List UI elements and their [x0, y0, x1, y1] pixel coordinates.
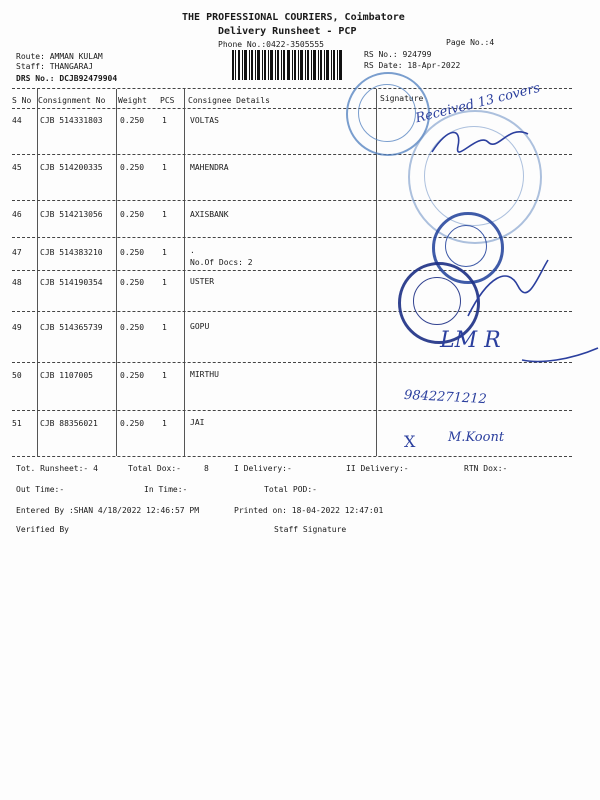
row-weight: 0.250	[120, 116, 145, 125]
col-divider-sno	[37, 89, 38, 456]
table-top-rule	[12, 88, 572, 89]
row-pcs: 1	[162, 371, 167, 380]
row-consignee: JAI	[190, 418, 205, 427]
total-dox-value: 8	[204, 464, 209, 473]
row-consignment: CJB 88356021	[40, 419, 98, 428]
row-sno: 47	[12, 248, 22, 257]
row-weight: 0.250	[120, 419, 145, 428]
col-divider-cons	[116, 89, 117, 456]
row-consignment: CJB 1107005	[40, 371, 93, 380]
col-consignee: Consignee Details	[188, 96, 270, 105]
col-signature: Signature	[380, 94, 424, 103]
row-weight: 0.250	[120, 323, 145, 332]
row-consignment: CJB 514383210	[40, 248, 103, 257]
row-consignee: MIRTHU	[190, 370, 219, 379]
col-divider-pcs	[184, 89, 185, 456]
row-sno: 48	[12, 278, 22, 287]
signature-underline	[520, 340, 600, 366]
total-dox-label: Total Dox:-	[128, 464, 181, 473]
barcode	[232, 50, 344, 80]
row-weight: 0.250	[120, 248, 145, 257]
row-pcs: 1	[162, 278, 167, 287]
stamp-inner-ring	[358, 84, 416, 142]
row-weight: 0.250	[120, 278, 145, 287]
col-sno: S No	[12, 96, 32, 105]
printed-on: Printed on: 18-04-2022 12:47:01	[234, 506, 384, 515]
document-title: Delivery Runsheet - PCP	[218, 26, 357, 37]
row-sno: 51	[12, 419, 22, 428]
row-weight: 0.250	[120, 163, 145, 172]
row-sno: 44	[12, 116, 22, 125]
col-pcs: PCS	[160, 96, 175, 105]
barcode-graphic	[232, 50, 344, 80]
row-rule	[12, 410, 572, 411]
row-consignment: CJB 514190354	[40, 278, 103, 287]
row-consignee: USTER	[190, 277, 215, 286]
row-consignment: CJB 514365739	[40, 323, 103, 332]
staff-signature: Staff Signature	[274, 525, 347, 534]
i-delivery: I Delivery:-	[234, 464, 292, 473]
mark-x: X	[404, 432, 416, 451]
row-pcs: 1	[162, 419, 167, 428]
row-consignment: CJB 514213056	[40, 210, 103, 219]
row-pcs: 1	[162, 163, 167, 172]
signature-lmr: LM R	[440, 328, 501, 353]
in-time: In Time:-	[144, 485, 188, 494]
row-pcs: 1	[162, 248, 167, 257]
row-consignee: MAHENDRA	[190, 163, 229, 172]
uster-signature-scribble	[458, 256, 558, 326]
row-sno: 45	[12, 163, 22, 172]
company-name: THE PROFESSIONAL COURIERS, Coimbatore	[182, 12, 405, 23]
table-bottom-rule	[12, 456, 572, 457]
col-weight: Weight	[118, 96, 147, 105]
stamp-inner-ring	[413, 277, 461, 325]
row-pcs: 1	[162, 116, 167, 125]
out-time: Out Time:-	[16, 485, 65, 494]
staff: Staff: THANGARAJ	[16, 62, 94, 71]
row-weight: 0.250	[120, 371, 145, 380]
row-note: No.Of Docs: 2	[190, 258, 253, 267]
rs-number: RS No.: 924799	[364, 50, 432, 59]
row-rule	[12, 362, 572, 363]
col-consignment: Consignment No	[38, 96, 106, 105]
signature-scribble	[428, 122, 538, 162]
phone-handwritten: 9842271212	[403, 387, 488, 408]
row-consignee: .	[190, 246, 195, 255]
row-pcs: 1	[162, 323, 167, 332]
verified-by: Verified By	[16, 525, 69, 534]
row-consignee: AXISBANK	[190, 210, 229, 219]
row-sno: 50	[12, 371, 22, 380]
row-consignee: VOLTAS	[190, 116, 219, 125]
total-runsheet: Tot. Runsheet:- 4	[16, 464, 98, 473]
row-consignee: GOPU	[190, 322, 210, 331]
row-weight: 0.250	[120, 210, 145, 219]
rs-date: RS Date: 18-Apr-2022	[364, 61, 461, 70]
row-pcs: 1	[162, 210, 167, 219]
total-pod: Total POD:-	[264, 485, 317, 494]
drs-number: DRS No.: DCJB92479904	[16, 74, 118, 83]
row-sno: 49	[12, 323, 22, 332]
entered-by: Entered By :SHAN 4/18/2022 12:46:57 PM	[16, 506, 200, 515]
rtn-dox: RTN Dox:-	[464, 464, 508, 473]
row-sno: 46	[12, 210, 22, 219]
ii-delivery: II Delivery:-	[346, 464, 409, 473]
row-consignment: CJB 514331803	[40, 116, 103, 125]
row-consignment: CJB 514200335	[40, 163, 103, 172]
phone-number: Phone No.:0422-3505555	[218, 40, 324, 49]
received-note: Received 13 covers	[414, 80, 542, 127]
page-number: Page No.:4	[446, 38, 495, 47]
route: Route: AMMAN KULAM	[16, 52, 103, 61]
signature-m: M.Koont	[448, 430, 505, 445]
